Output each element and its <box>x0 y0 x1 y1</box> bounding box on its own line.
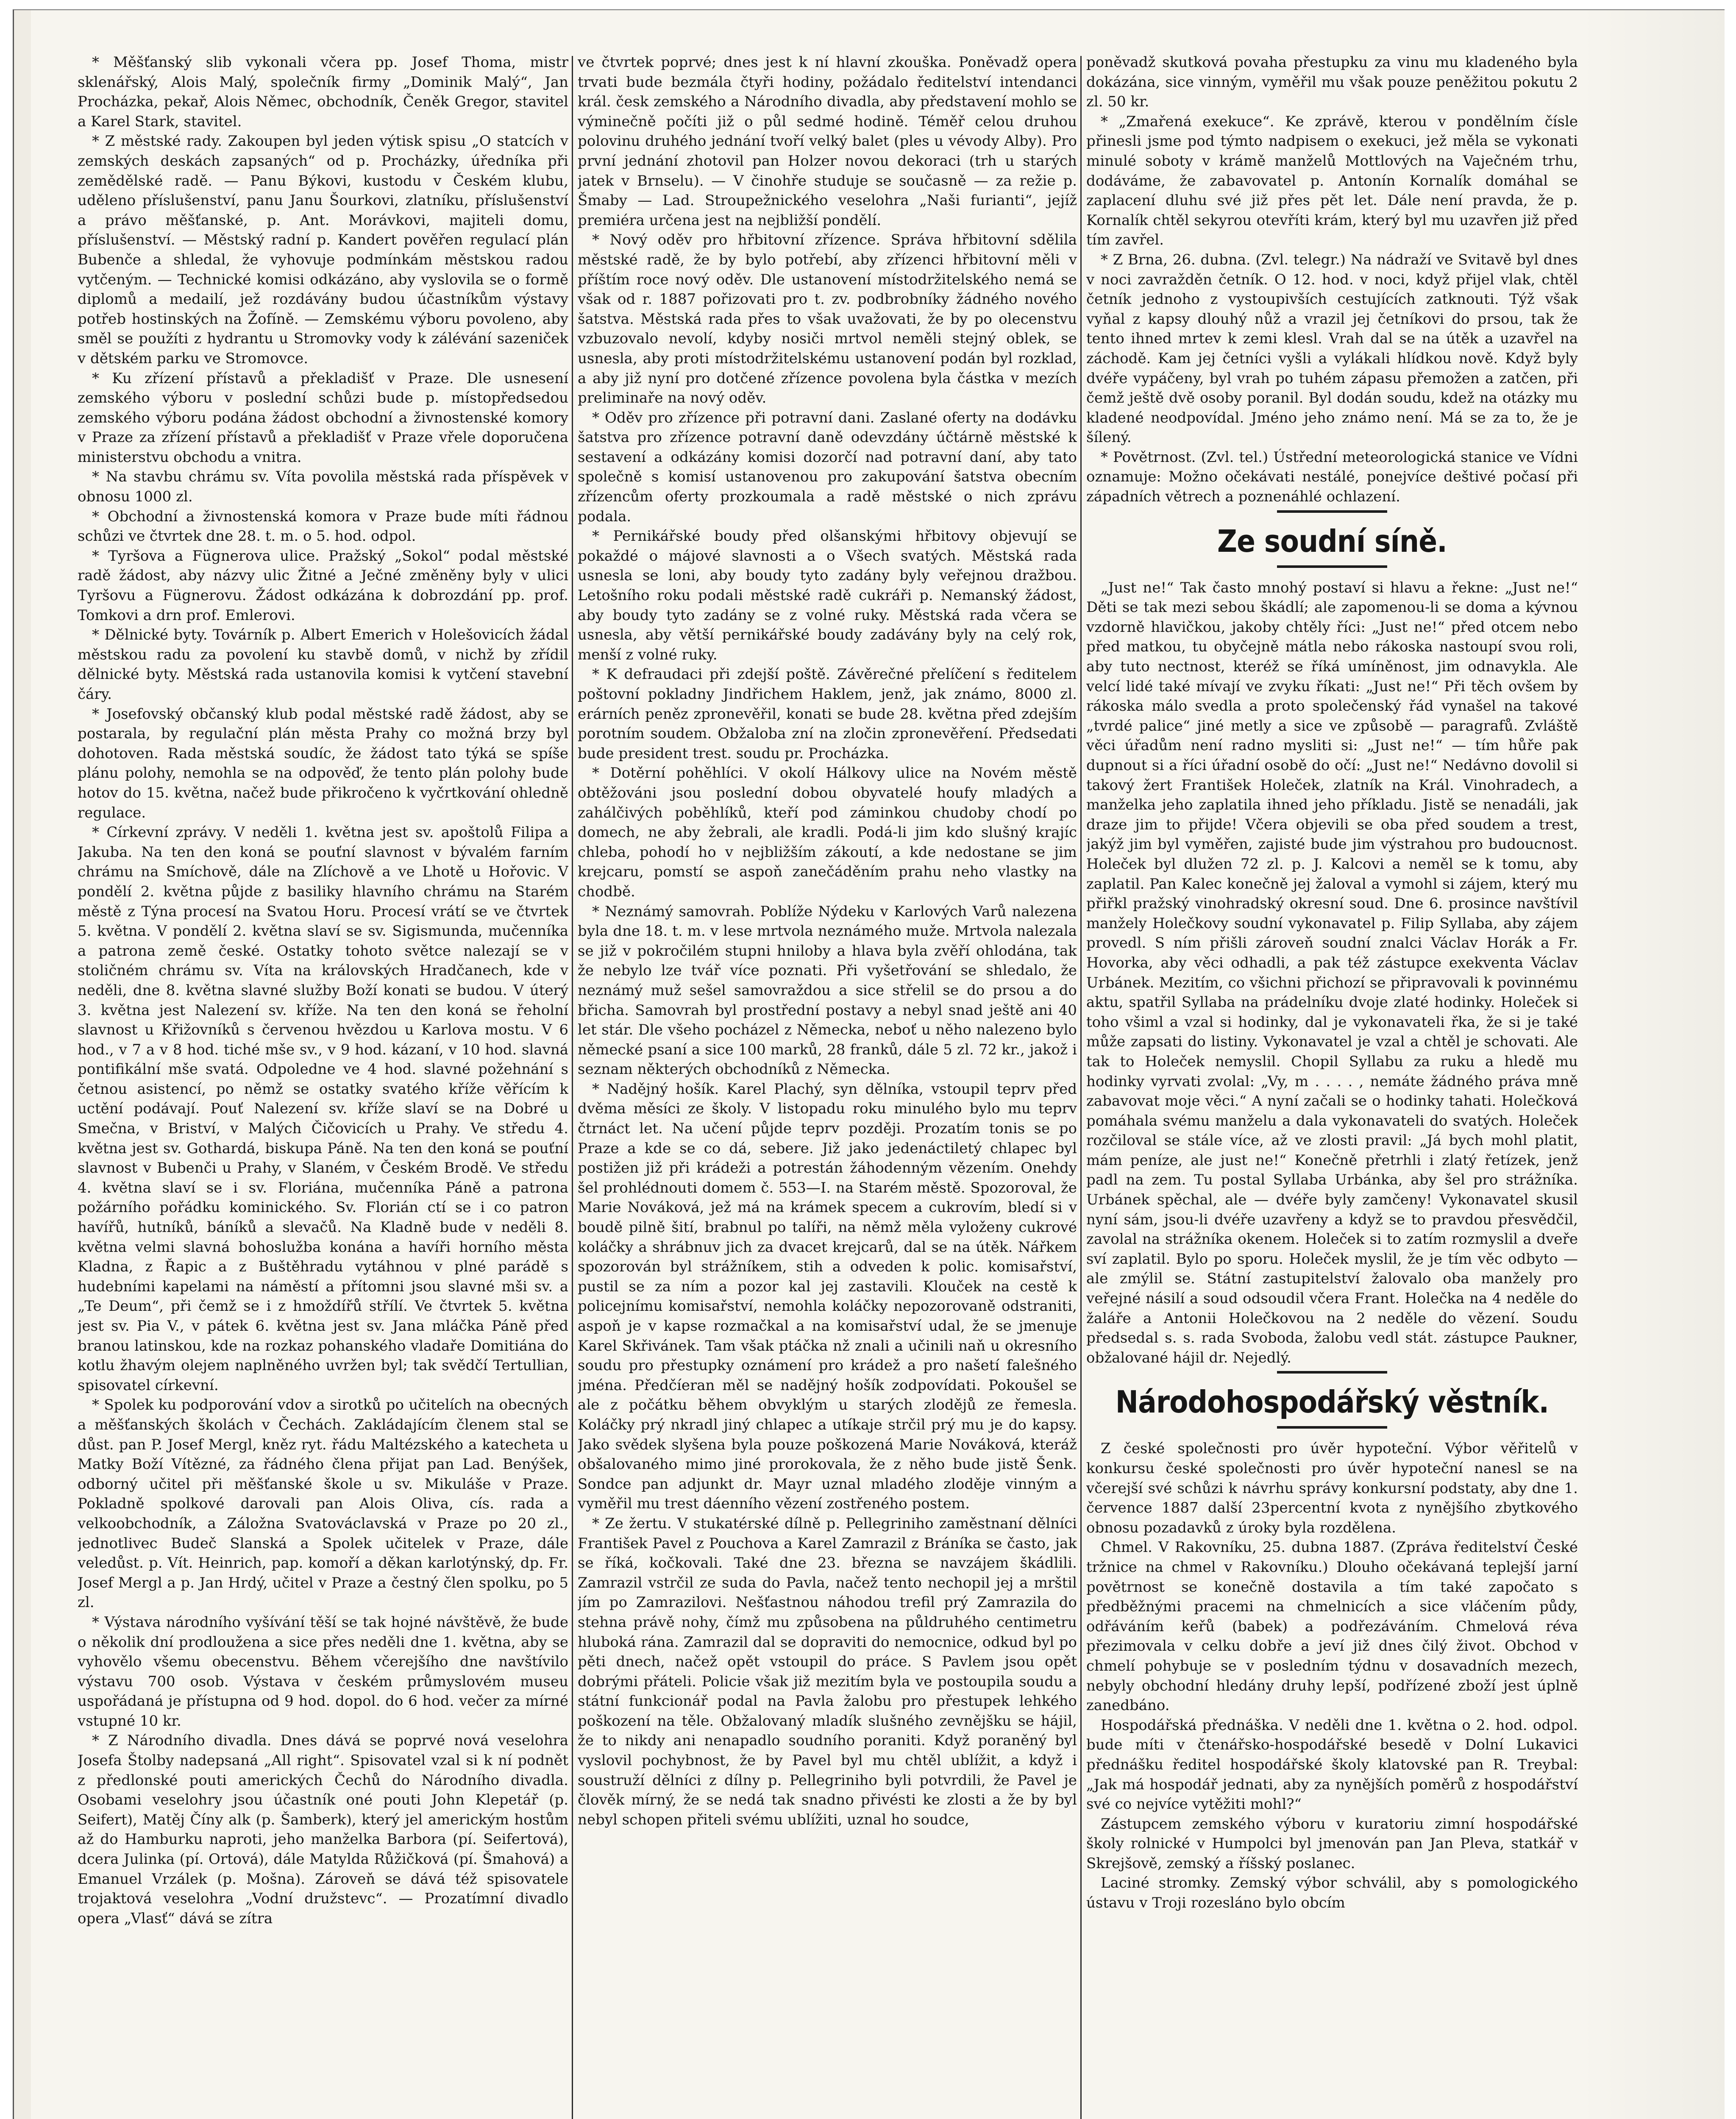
section-rule <box>1277 510 1387 513</box>
article-paragraph: * Josefovský občanský klub podal městské radě žádost, aby se postarala, by regulační plán města Prahy co možná brzy byl dohotoven. Rada městská soudíc, že žádost tato týká se spíše plánu polohy, nemohla se na odpověď, že tento plán polohy bude hotov do 15. května, načež bude přikročeno k vyčrtkování ohledně regulace. <box>78 705 568 821</box>
article-paragraph: * Výstava národního vyšívání těší se tak hojné návštěvě, že bude o několik dní prodloužena a sice přes neděli dne 1. května, aby se vyhovělo všemu obecenstvu. Během včerejšího dne navštívilo výstavu 700 osob. Výstava v českém průmyslovém museu uspořádaná je přístupna od 9 hod. dopol. do 6 hod. večer za mírné vstupné 10 kr. <box>78 1613 568 1730</box>
column-3 <box>1086 53 1578 2119</box>
scan-left-margin <box>14 10 31 2119</box>
column-2 <box>578 53 1077 2119</box>
column-rule <box>1080 56 1082 2119</box>
article-paragraph: * Spolek ku podporování vdov a sirotků po učitelích na obecných a měšťanských školách v Čechách. Zakládajícím členem stal se důst. pan P. Josef Mergl, kněz ryt. řádu Maltézského a katecheta u Matky Boží Vítězné, za řádného člena přijat pan Lad. Benýšek, odborný učitel při měšťanské škole u sv. Mikuláše v Praze. Pokladně spolkové darovali pan Alois Oliva, cís. rada a velkoobchodník, a Záložna Svatováclavská v Praze po 20 zl., jednotlivec Budeč Slanská a Spolek učitelek v Praze, dále veledůst. p. Vít. Heinrich, pap. komoří a děkan karlotýnský, dp. Fr. Josef Mergl a p. Jan Hrdý, učitel v Praze a čestný člen spolku, po 5 zl. <box>78 1396 568 1611</box>
article-paragraph: * Nadějný hošík. Karel Plachý, syn dělníka, vstoupil teprv před dvěma měsíci ze školy. V listopadu roku minulého bylo mu teprv čtrnáct let. Na učení půjde teprv později. Prozatím tonis se po Praze a kde se co dá, sebere. Již jako jedenáctiletý chlapec byl postižen již při krádeži a potrestán žáhodenným vězením. Onehdy šel prohlédnouti domem č. 553—I. na Starém městě. Spozoroval, že Marie Nováková, jež má na krámek specem a cukrovím, bledí si v boudě pilně šití, brabnul po talíři, na němž měla vyloženy cukrové koláčky a shrábnuv jich za dvacet krejcarů, dal se na útěk. Nářkem spozorován byl strážníkem, stih a odveden k polic. komisařství, pustil se za ním a pozor kal jej zastavili. Klouček na cestě k policejnímu komisařství, nemohla koláčky nepozorovaně odstraniti, aspoň je v kapse rozmačkal a na komisařství udal, že se jmenuje Karel Skřivánek. Tam však ptáčka nž znali a učinili naň u okresního soudu pro přestupky oznámení pro krádež a pro našetí falešného jména. Předčíeran měl se nadějný hošík zodpovídati. Pokoušel se ale z počátku během obvyklým u starých zlodějů ze řemesla. Koláčky prý nkradl jiný chlapec a utíkaje strčil prý mu je do kapsy. Jako svědek slyšena byla pouze poškozená Marie Nováková, kteráž obšalovaného mimo jiné prorokovala, že z něho bude jistě Šenk. Sondce pan adjunkt dr. Mayr uznal mladého zloděje vinným a vyměřil mu trest dáenního vězení zostřeného postem. <box>578 1080 1077 1513</box>
column-3-court-articles <box>1086 578 1578 1368</box>
section-rule <box>1277 1426 1387 1429</box>
article-paragraph: Z české společnosti pro úvěr hypoteční. Výbor věřitelů v konkursu české společnosti pro úvěr hypoteční nanesl se na včerejší své schůzi k návrhu správy konkursní podstaty, aby dne 1. července 1887 další 23percentní kvota z nynějšího zbytkového obnosu pozadavků z úroky byla rozdělena. <box>1086 1440 1578 1536</box>
article-paragraph: * K defraudaci při zdejší poště. Závěrečné přelíčení s ředitelem poštovní pokladny Jindřichem Haklem, jenž, jak známo, 8000 zl. erárních peněz zpronevěřil, konati se bude 28. května před zdejším porotním soudem. Obžaloba zní na zločin zpronevěření. Předsedati bude president trest. soudu pr. Procházka. <box>578 666 1077 762</box>
section-heading-economy: Národohospodářský věstník. <box>1115 1384 1549 1420</box>
article-paragraph: * Z městské rady. Zakoupen byl jeden výtisk spisu „O statcích v zemských deskách zapsaných“ od p. Procházky, úředníka při zemědělské radě. — Panu Býkovi, kustodu v Českém klubu, uděleno příslušenství, panu Janu Šourkovi, zlatníku, příslušenství a právo měšťanské, p. Ant. Morávkovi, majiteli domu, příslušenství. — Městský radní p. Kandert pověřen regulací plán Bubenče a shledal, že vyhovuje podmínkám městskou radou vytčeným. — Technické komisi odkázáno, aby vyslovila se o formě diplomů a medailí, jež rozdávány budou účastníkům výstavy potřeb hostinských na Žofíně. — Zemskému výboru povoleno, aby směl se použíti z hydrantu u Stromovky vody k zálévání sazeniček v dětském parku ve Stromovce. <box>78 133 568 367</box>
article-paragraph: * Měšťanský slib vykonali včera pp. Josef Thoma, mistr sklenářský, Alois Malý, společník firmy „Dominik Malý“, Jan Procházka, pekař, Alois Němec, obchodník, Čeněk Gregor, stavitel a Karel Stark, stavitel. <box>78 54 568 130</box>
article-paragraph: * Tyršova a Fügnerova ulice. Pražský „Sokol“ podal městské radě žádost, aby názvy ulic Žitné a Ječné změněny byly v ulici Tyršovu a Fügnerovu. Žádost odkázána k dobrozdání pp. prof. Tomkovi a drn prof. Emlerovi. <box>78 547 568 624</box>
article-paragraph: * Povětrnost. (Zvl. tel.) Ústřední meteorologická stanice ve Vídni oznamuje: Možno očekávati nestálé, ponejvíce deštivé počasí při západních větrech a poznenáhlé ochlazení. <box>1086 448 1578 506</box>
article-paragraph: Hospodářská přednáška. V neděli dne 1. května o 2. hod. odpol. bude míti v čtenářsko-hospodářské besedě v Dolní Lukavici přednášku ředitel hospodářské školy klatovské pan R. Treybal: „Jak má hospodář jednati, aby za nynějších poměrů z hospodářství své co nejvíce vytěžiti mohl?“ <box>1086 1716 1578 1813</box>
article-paragraph: * Dotěrní pohěhlíci. V okolí Hálkovy ulice na Novém městě obtěžováni jsou poslední dobou obyvatelé houfy mladých a zahálčivých poběhlíků, kteří pod záminkou chudoby chodí po domech, ne aby žebrali, ale kradli. Podá-li jim kdo slušný krajíc chleba, pohodí ho v nejbližším zákoutí, a kde nedostane se jim krejcaru, pomstí se aspoň zanečáděním prahu neho vlastky na chodbě. <box>578 765 1077 900</box>
article-paragraph: * Oděv pro zřízence při potravní dani. Zaslané oferty na dodávku šatstva pro zřízence potravní daně odevzdány účtárně městské k sestavení a odkázány komisi dozorčí nad potravní daní, aby tato společně s komisí ustanovenou pro zakupování šatstva obecním zřízencům oferty prozkoumala a radě městské o nich zprávu podala. <box>578 409 1077 525</box>
article-paragraph: * Ze žertu. V stukatérské dílně p. Pellegriniho zaměstnaní dělníci František Pavel z Pouchova a Karel Zamrazil z Bráníka se často, jak se říká, kočkovali. Také dne 23. března se navzájem škádlili. Zamrazil vstrčil ze suda do Pavla, načež tento nechopil jej a mrštil jím po Zamrazilovi. Nešťastnou náhodou trefil prý Zamrazila do stehna právě nohy, čímž mu způsobena na půldruhého centimetru hluboká rána. Zamrazil dal se dopraviti do nemocnice, odkud byl po pěti dnech, načež opět vstoupil do práce. S Pavlem jsou opět dobrými přáteli. Policie však již mezitím byla ve postoupila soudu a státní funkcionář podal na Pavla žalobu pro přestupek lehkého poškození na těle. Obžalovaný mladík slušného zevnějšku se hájil, že to nikdy ani nenapadlo soudního poraniti. Když poraněný byl vyslovil pochybnost, že by Pavel byl mu chtěl ublížit, a když i soustruží dělníci z dílny p. Pellegriniho byli potvrdili, že Pavel je člověk mírný, že se nedá tak snadno přivésti ke zlosti a že by byl nebyl schopen přiteli svému ublížiti, uznal ho soudce, <box>578 1515 1077 1828</box>
article-paragraph: poněvadž skutková povaha přestupku za vinu mu kladeného byla dokázána, sice vinným, vyměřil mu však pouze peněžitou pokutu 2 zl. 50 kr. <box>1086 54 1578 111</box>
newspaper-page <box>13 9 1725 2119</box>
article-paragraph: * Dělnické byty. Továrník p. Albert Emerich v Holešovicích žádal městskou radu za povolení ku stavbě domů, v nichž by zřídil dělnické byty. Městská rada ustanovila komisi k vytčení stavební čáry. <box>78 626 568 703</box>
article-paragraph: * „Zmařená exekuce“. Ke zprávě, kterou v pondělním čísle přinesli jsme pod týmto nadpisem o exekuci, jež měla se vykonati minulé soboty v krámě manželů Mottlových na Vaječném trhu, dodáváme, že zabavovatel p. Antonín Kornalík domáhal se zaplacení dluhu své již přes pět let. Dále není pravda, že p. Kornalík chtěl sekyrou otevříti krám, který byl mu uzavřen již před tím zavřel. <box>1086 113 1578 249</box>
column-1 <box>78 53 568 2119</box>
scan-right-margin <box>1582 10 1725 2119</box>
article-paragraph: * Církevní zprávy. V neděli 1. května jest sv. apoštolů Filipa a Jakuba. Na ten den koná se pouťní slavnost v bývalém farním chrámu na Smíchově, dále na Zlíchově a ve Lhotě u Hořovic. V pondělí 2. května půjde z basiliky hlavního chrámu na Starém městě z Týna procesí na Svatou Horu. Procesí vrátí se ve čtvrtek 5. května. V pondělí 2. května slaví se sv. Sigismunda, mučenníka a patrona země české. Ostatky tohoto světce nalezají se v stoličném chrámu sv. Víta na královských Hradčanech, kde v neděli, dne 8. května slavné služby Boží konati se budou. V úterý 3. května jest Nalezení sv. kříže. Na ten den koná se řeholní slavnost u Křižovníků s červenou hvězdou u Karlova mostu. V 6 hod., v 7 a v 8 hod. tiché mše sv., v 9 hod. kázaní, v 10 hod. slavná pontifikální mše svatá. Odpoledne ve 4 hod. slavné požehnání s četnou asistencí, po němž se ostatky svatého kříže věřícím k uctění podávají. Pouť Nalezení sv. kříže slaví se na Dobré u Smečna, v Briství, v Malých Čičovicích u Prahy. Ve středu 4. května jest sv. Gothardá, biskupa Páně. Na ten den koná se pouťní slavnost v Bubenči u Prahy, v Slaném, v Českém Brodě. Ve středu 4. května slaví se i sv. Floriána, mučenníka Páně a patrona požárního pořádku kominického. Sv. Florián ctí se i co patron havířů, hutníků, báníků a slevačů. Na Kladně bude v neděli 8. května velmi slavná bohoslužba konána a havíři horního města Kladna, z Řapic a z Buštěhradu vytáhnou v plné parádě s hudebními kapelami na náměstí a přítomni jsou slavné mši sv. a „Te Deum“, při čemž se i z hmoždířů střílí. Ve čtvrtek 5. května jest sv. Pia V., v pátek 6. května jest sv. Jana mláčka Páně před branou latinskou, kde na rozkaz pohanského vladaře Domitiána do kotlu žhavým olejem naplněného uvržen byl; tak svědčí Tertullian, spisovatel církevní. <box>78 824 568 1394</box>
article-paragraph: Laciné stromky. Zemský výbor schválil, aby s pomologického ústavu v Troji rozesláno bylo obcím <box>1086 1874 1578 1912</box>
article-paragraph: * Obchodní a živnostenská komora v Praze bude míti řádnou schůzi ve čtvrtek dne 28. t. m. o 5. hod. odpol. <box>78 508 568 545</box>
article-paragraph: * Pernikářské boudy před olšanskými hřbitovy objevují se pokaždé o májové slavnosti a o Všech svatých. Městská rada usnesla se loni, aby boudy tyto zadány byly veřejnou dražbou. Letošního roku podali městské radě cukráři p. Nemanský žádost, aby boudy tyto zadány se z volné ruky. Městská rada včera se usnesla, aby větší pernikářské boudy zadávány byly na celý rok, menší z volné ruky. <box>578 528 1077 663</box>
article-paragraph: * Nový oděv pro hřbitovní zřízence. Správa hřbitovní sdělila městské radě, že by bylo potřebí, aby zřízenci hřbitovní měli v příštím roce nový oděv. Dle ustanovení místodržitelského nemá se však od r. 1887 pořizovati pro t. zv. podbrobníky žádného nového šatstva. Městská rada přes to však uvažovati, že by po olecenstvu vzbuzovalo nevolí, kdyby nosiči mrtvol neměli stejný oblek, se usnesla, aby proti místodržitelskému ustanovení podán byl rozklad, a aby již nyní pro dotčené zřízence povolena byla částka v mezích preliminaře na nový oděv. <box>578 231 1077 407</box>
article-paragraph: * Neznámý samovrah. Poblíže Nýdeku v Karlových Varů nalezena byla dne 18. t. m. v lese mrtvola neznámého muže. Mrtvola nalezala se již v pokročilém stupni hniloby a hlava byla zvěří ohlodána, tak že nebylo lze tvář více poznati. Při vyšetřování se shledalo, že neznámý muž sešel samovraždou a sice střelil se do prsou a do břicha. Samovrah byl prostřední postavy a nebyl snad ještě ani 40 let stár. Dle všeho pocházel z Německa, neboť u něho nalezeno bylo německé psaní a sice 100 marků, 28 franků, dále 5 zl. 72 kr., jakož i seznam některých obchodníků z Německa. <box>578 903 1077 1078</box>
article-paragraph: * Z Národního divadla. Dnes dává se poprvé nová veselohra Josefa Štolby nadepsaná „All right“. Spisovatel vzal si k ní podnět z předlonské pouti amerických Čechů do Národního divadla. Osobami veselohry jsou účastník oné pouti John Klepetář (p. Seifert), Matěj Číny alk (p. Šamberk), který jel americkým hostům až do Hamburku naproti, jeho manželka Barbora (pí. Seifertová), dcera Julinka (pí. Ortová), dále Matylda Růžičková (pí. Šmahová) a Emanuel Vrzálek (p. Mošna). Zároveň se dává též spisovatele trojaktová veselohra „Vodní družstevc“. — Prozatímní divadlo opera „Vlasť“ dává se zítra <box>78 1732 568 1927</box>
article-paragraph: Chmel. V Rakovníku, 25. dubna 1887. (Zpráva ředitelství České tržnice na chmel v Rakovníku.) Dlouho očekávaná teplejší jarní povětrnost se konečně dostavila a tím také započato s předběžnými pracemi na chmelnicích a sice vláčením půdy, odřáváním keřů (babek) a podřezáváním. Chmelová réva přezimovala v celku dobře a jeví již dnes čilý život. Obchod v chmelí pohybuje se v posledním týdnu v dosavadních mezech, nebyly obchodní hledány druhy lepší, podřízené zboží jest úplně zanedbáno. <box>1086 1539 1578 1714</box>
article-paragraph: * Ku zřízení přístavů a překladišť v Praze. Dle usnesení zemského výboru v poslední schůzi bude p. místopředsedou zemského výboru podána žádost obchodní a živnostenské komory v Praze za zřízení přístavů a překladišť v Praze vřele doporučena ministerstvu obchodu a vnitra. <box>78 370 568 466</box>
column-3-economy-articles <box>1086 1439 1578 1913</box>
section-heading-court: Ze soudní síně. <box>1217 523 1447 559</box>
section-rule <box>1277 1371 1387 1374</box>
section-rule <box>1277 565 1387 568</box>
column-3-top-articles <box>1086 53 1578 507</box>
article-paragraph: Zástupcem zemského výboru v kuratoriu zimní hospodářské školy rolnické v Humpolci byl jmenován pan Jan Pleva, statkář v Skrejšově, zemský a říšský poslanec. <box>1086 1815 1578 1872</box>
column-rule <box>572 56 573 2119</box>
article-paragraph: ve čtvrtek poprvé; dnes jest k ní hlavní zkouška. Poněvadž opera trvati bude bezmála čtyři hodiny, požádalo ředitelství intendanci král. česk zemského a Národního divadla, aby představení mohlo se výminečně počíti již o půl sedmé hodině. Téměř celou druhou polovinu druhého jednání tvoří velký balet (ples u vévody Alby). Pro první jednání zhotovil pan Holzer novou dekoraci (trh u starých jatek v Brnselu). — V činohře studuje se současně — za režie p. Šmaby — Lad. Stroupežnického veselohra „Naši furianti“, jejíž premiéra určena jest na nejbližší pondělí. <box>578 54 1077 229</box>
article-paragraph: „Just ne!“ Tak často mnohý postaví si hlavu a řekne: „Just ne!“ Děti se tak mezi sebou škádlí; ale zapomenou-li se doma a kývnou vzdorně hlavičkou, jakoby chtěly říci: „Just ne!“ před otcem nebo před matkou, tu obyčejně mátla nebo rákoska nastoupí svou roli, aby tuto nectnost, kteréž se říká umíněnost, jim odnavykla. Ale velcí lidé také mívají ve zvyku říkati: „Just ne!“ Při těch ovšem by rákoska málo svedla a proto společenský řád vynašel na takové „tvrdé palice“ jiné metly a sice ve způsobě — paragrafů. Zvláště věci úřadům není radno mysliti si: „Just ne!“ — tím hůře pak dupnout si a říci úřadní osobě do očí: „Just ne!“ Nedávno dovolil si takový žert František Holeček, zlatník na Král. Vinohradech, a manželka jeho zaplatila ihned jeho příkladu. Jistě se nenadáli, jak draze jim to přijde! Včera objevili se oba před soudem a trest, jakýž jim byl vyměřen, zajisté bude jim výstrahou pro budoucnost. Holeček byl dlužen 72 zl. p. J. Kalcovi a neměl se k tomu, aby zaplatil. Pan Kalec konečně jej žaloval a vymohl si zájem, který mu přiřkl pražský vinohradský okresní soud. Dne 6. prosince navštívil manžely Holečkovy soudní vykonavatel p. Filip Syllaba, aby zájem provedl. S ním přišli zároveň soudní znalci Václav Horák a Fr. Hovorka, aby věci odhadli, a pak též zástupce exekventa Václav Urbánek. Mezitím, co všichni přichozí se připravovali k povinnému aktu, spatřil Syllaba na prádelníku dvoje zlaté hodinky. Holeček si toho všiml a vzal si hodinky, dal je vykonavateli řka, že si je také může zapsati do listiny. Vykonavatel je vzal a chtěl je schovati. Ale tak to Holeček nemyslil. Chopil Syllabu za ruku a hledě mu hodinky vyrvati zvolal: „Vy, m . . . . , nemáte žádného práva mně zabavovat moje věci.“ A nyní začali se o hodinky tahati. Holečková pomáhala svému manželu a dala vykonavateli do svatých. Holeček rozčiloval se stále více, až ve zlosti pravil: „Já bych mohl platit, mám peníze, ale just ne!“ Konečně přetrhli i zlatý řetízek, jenž padl na zem. Tu postal Syllaba Urbánka, aby šel pro strážníka. Urbánek spěchal, ale — dvéře byly zamčeny! Vykonavatel skusil nyní sám, jsou-li dvéře uzavřeny a když se to pravdou přesvědčil, zavolal na strážníka okenem. Holeček si to zatím rozmyslil a dveře sví zaplatil. Bylo po sporu. Holeček myslil, že je tím věc odbyto — ale zmýlil se. Státní zastupitelství žalovalo oba manžely pro veřejné násilí a soud odsoudil včera Frant. Holečka na 4 neděle do žaláře a Antonii Holečkovou na 2 neděle do vězení. Soudu předsedal s. s. rada Svoboda, žalobu vedl stát. zástupce Paukner, obžalované hájil dr. Nejedlý. <box>1086 579 1578 1366</box>
article-paragraph: * Z Brna, 26. dubna. (Zvl. telegr.) Na nádraží ve Svitavě byl dnes v noci zavražděn četník. O 12. hod. v noci, když přijel vlak, chtěl četník jednoho z vystoupivších cestujících zatknouti. Týž však vyňal z kapsy dlouhý nůž a vrazil jej četníkovi do prsou, tak že tento ihned mrtev k zemi klesl. Vrah dal se na útěk a uzavřel na záchodě. Kam jej četníci vyšli a vylákali hlídkou nově. Když byly dvéře vypáčeny, byl vrah po tuhém zápasu přemožen a zatčen, při čemž ještě dvě osoby poranil. Byl dodán soudu, kdež na otázky mu kladené neodpovídal. Jméno jeho známo není. Má se za to, že je šílený. <box>1086 251 1578 446</box>
article-paragraph: * Na stavbu chrámu sv. Víta povolila městská rada příspěvek v obnosu 1000 zl. <box>78 468 568 506</box>
